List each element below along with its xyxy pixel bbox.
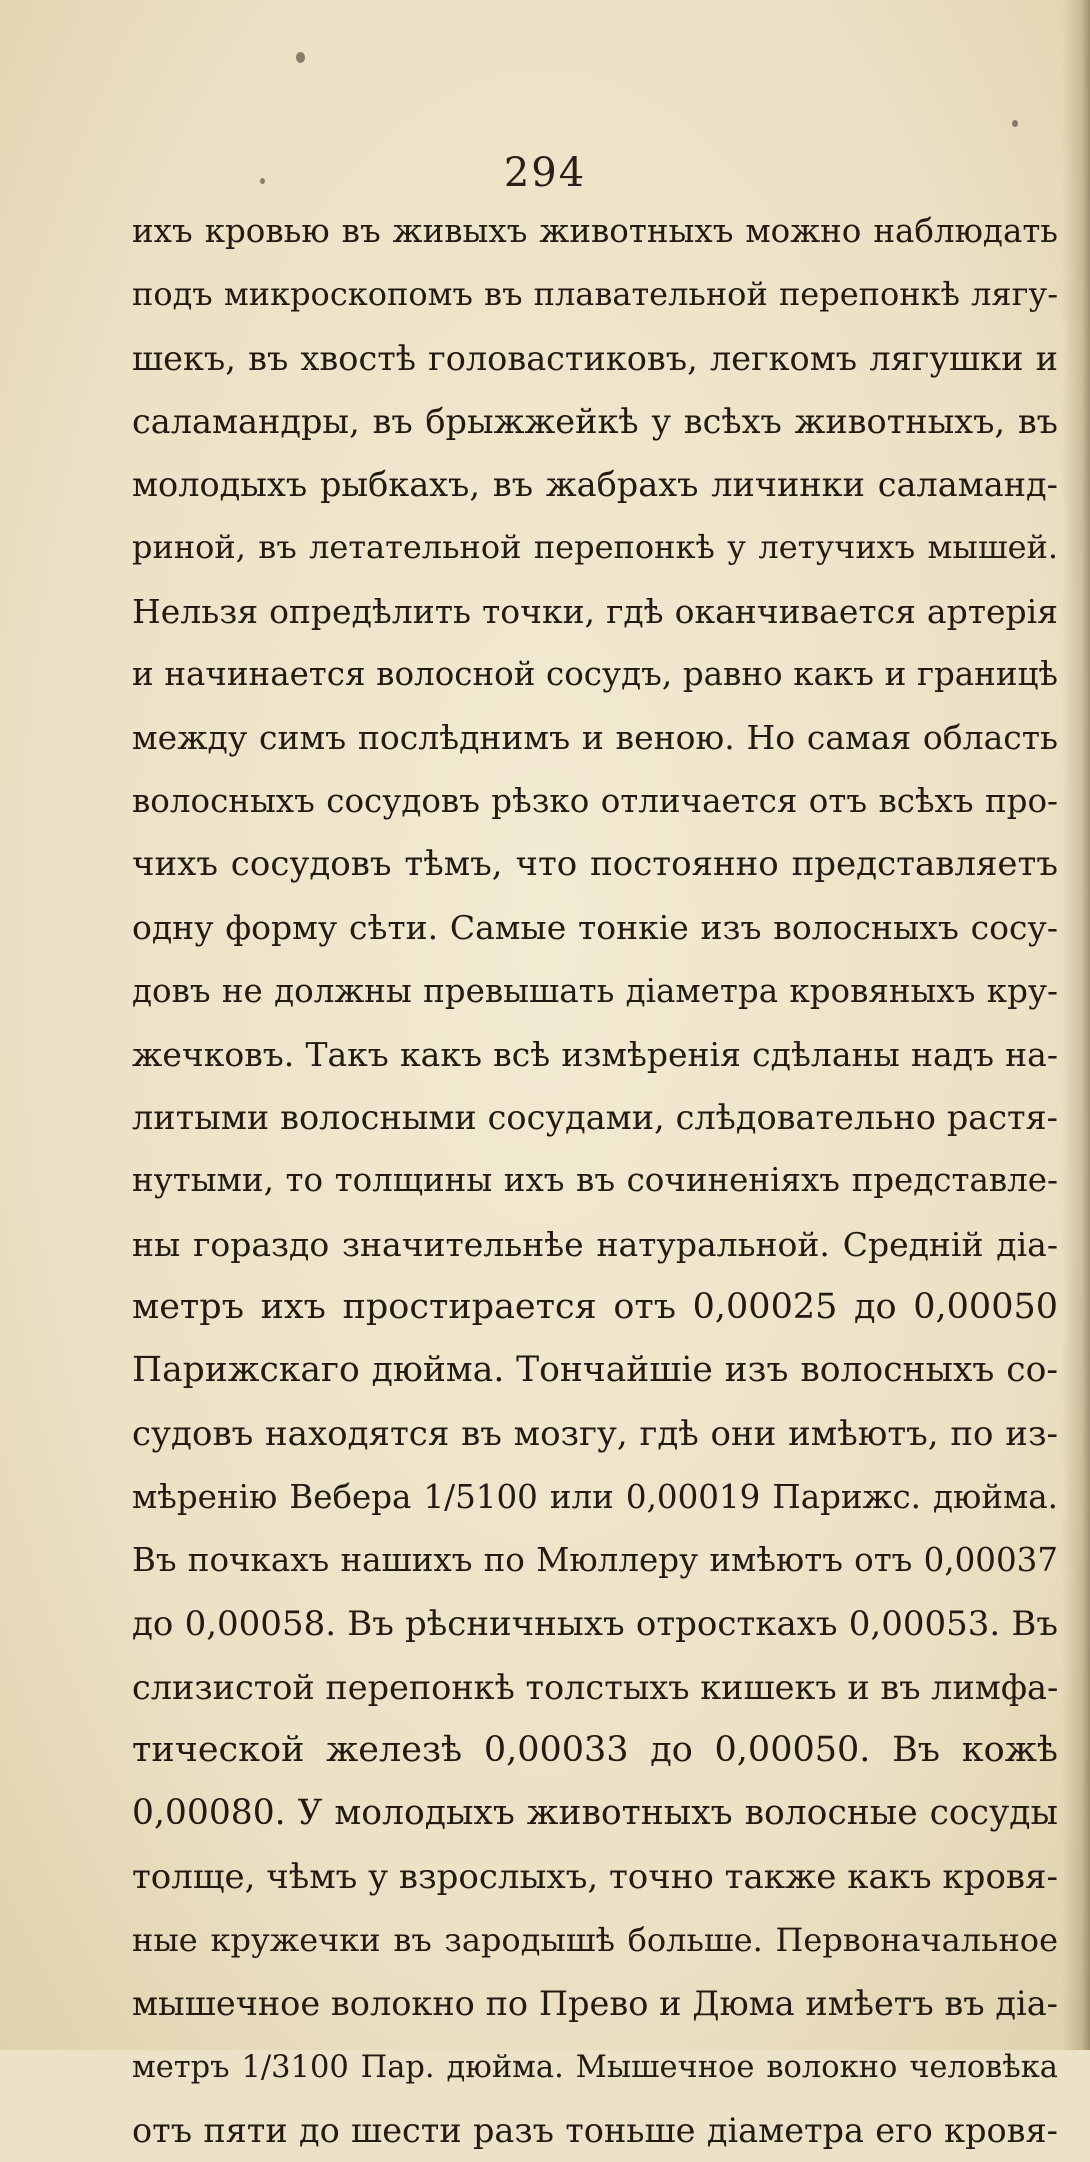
text-line: и начинается волосной сосудъ, равно какъ и границѣ — [132, 655, 1058, 694]
text-line: саламандры, въ брыжжейкѣ у всѣхъ животныхъ, въ — [132, 401, 1058, 441]
text-line: отъ пяти до шести разъ тоньше діаметра его кровя- — [132, 2110, 1058, 2150]
text-line: Въ почкахъ нашихъ по Мюллеру имѣютъ отъ 0,00037 — [132, 1541, 1058, 1580]
ink-speck — [1012, 120, 1018, 127]
page-body-text — [132, 200, 1058, 2162]
text-line: волосныхъ сосудовъ рѣзко отличается отъ всѣхъ про- — [132, 781, 1058, 820]
text-line: ны гораздо значительнѣе натуральной. Средній діа- — [132, 1224, 1058, 1264]
text-line: литыми волосными сосудами, слѣдовательно растя- — [132, 1098, 1058, 1138]
text-line: 0,00080. У молодыхъ животныхъ волосные сосуды — [132, 1793, 1058, 1834]
text-line: молодыхъ рыбкахъ, въ жабрахъ личинки саламанд- — [132, 465, 1058, 505]
text-line: тической железѣ 0,00033 до 0,00050. Въ кожѣ — [132, 1730, 1058, 1771]
text-line: Нельзя опредѣлить точки, гдѣ оканчивается артерія — [132, 591, 1058, 631]
text-line: толще, чѣмъ у взрослыхъ, точно также какъ кровя- — [132, 1856, 1058, 1897]
text-line: Парижскаго дюйма. Тончайшіе изъ волосныхъ со- — [132, 1350, 1058, 1391]
text-line: риной, въ летательной перепонкѣ у летучихъ мышей. — [132, 528, 1058, 567]
text-line: ихъ кровью въ живыхъ животныхъ можно наблюдать — [132, 212, 1058, 250]
text-line: метръ ихъ простирается отъ 0,00025 до 0,00050 — [132, 1287, 1058, 1328]
text-line: чихъ сосудовъ тѣмъ, что постоянно представляетъ — [132, 843, 1058, 884]
text-line: слизистой перепонкѣ толстыхъ кишекъ и въ лимфа- — [132, 1667, 1059, 1707]
ink-speck — [296, 52, 305, 63]
text-line: судовъ находятся въ мозгу, гдѣ они имѣютъ, по из- — [132, 1413, 1058, 1454]
page-edge-shadow — [1062, 0, 1090, 2050]
text-line: между симъ послѣднимъ и веною. Но самая область — [132, 718, 1058, 758]
text-line: подъ микроскопомъ въ плавательной перепонкѣ лягу- — [132, 275, 1058, 314]
text-line: мышечное волокно по Прево и Дюма имѣетъ въ діа- — [132, 1984, 1058, 2024]
text-line: ные кружечки въ зародышѣ больше. Первоначальное — [132, 1921, 1058, 1960]
text-line: нутыми, то толщины ихъ въ сочиненіяхъ представле- — [132, 1161, 1058, 1200]
text-line: шекъ, въ хвостѣ головастиковъ, легкомъ лягушки и — [132, 338, 1058, 378]
text-line: довъ не должны превышать діаметра кровяныхъ кру- — [132, 971, 1058, 1010]
text-line: до 0,00058. Въ рѣсничныхъ отросткахъ 0,00053. Въ — [132, 1603, 1058, 1644]
text-line: жечковъ. Такъ какъ всѣ измѣренія сдѣланы надъ на- — [132, 1034, 1058, 1074]
text-line: мѣренію Вебера 1/5100 или 0,00019 Парижс. дюйма. — [132, 1477, 1058, 1516]
page-number: 294 — [503, 150, 587, 196]
text-line: одну форму сѣти. Самые тонкіе изъ волосныхъ сосу- — [132, 908, 1058, 948]
text-line: метръ 1/3100 Пар. дюйма. Мышечное волокно человѣка — [132, 2049, 1058, 2085]
